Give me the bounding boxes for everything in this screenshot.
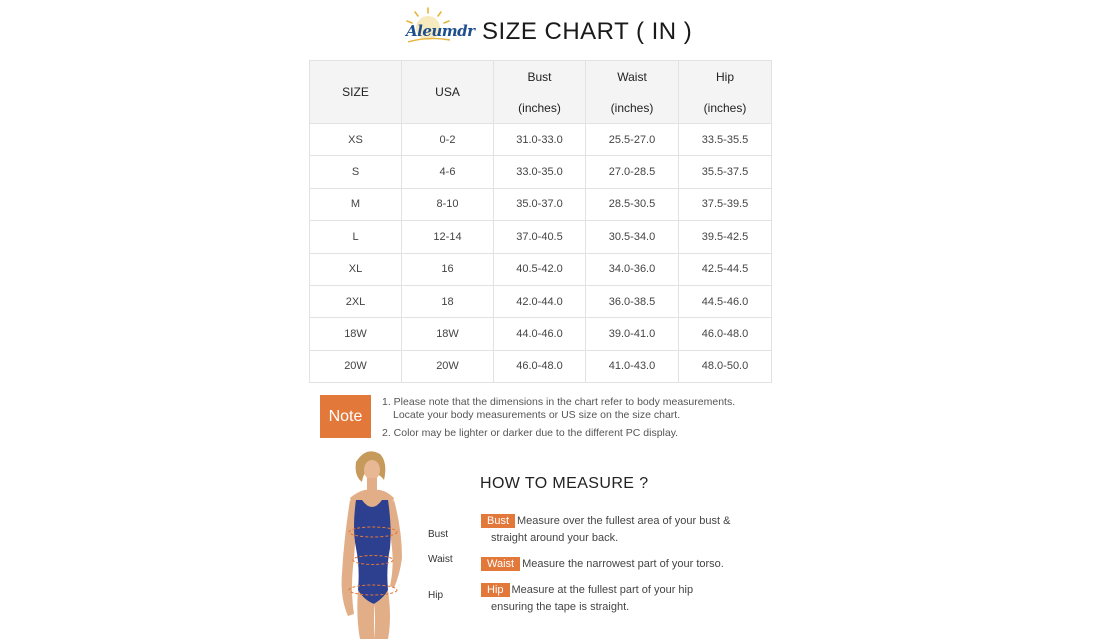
cell-bust: 46.0-48.0 — [494, 350, 586, 382]
cell-usa: 12-14 — [402, 221, 494, 253]
cell-usa: 4-6 — [402, 156, 494, 188]
cell-hip: 42.5-44.5 — [679, 253, 772, 285]
note-line-1b: Locate your body measurements or US size on the size chart. — [393, 409, 681, 421]
unit-label-hip: (inches) — [679, 92, 772, 124]
cell-hip: 35.5-37.5 — [679, 156, 772, 188]
how-to-measure-title: HOW TO MEASURE ? — [480, 475, 649, 492]
cell-waist: 34.0-36.0 — [586, 253, 679, 285]
cell-waist: 25.5-27.0 — [586, 124, 679, 156]
cell-hip: 48.0-50.0 — [679, 350, 772, 382]
measure-item-bust — [481, 513, 730, 547]
logo-text: Aleumdr — [406, 22, 475, 40]
cell-size: 20W — [310, 350, 402, 382]
cell-waist: 41.0-43.0 — [586, 350, 679, 382]
col-header-hip: Hip — [679, 61, 772, 93]
cell-waist: 39.0-41.0 — [586, 318, 679, 350]
figure-label-hip: Hip — [428, 590, 444, 601]
cell-usa: 18W — [402, 318, 494, 350]
cell-size: S — [310, 156, 402, 188]
cell-hip: 44.5-46.0 — [679, 285, 772, 317]
cell-size: XL — [310, 253, 402, 285]
measure-text-hip: Measure at the fullest part of your hip — [511, 584, 694, 596]
size-chart-table — [309, 60, 772, 383]
table-row — [310, 253, 772, 285]
table-row — [310, 318, 772, 350]
note-badge: Note — [320, 395, 371, 438]
cell-usa: 18 — [402, 285, 494, 317]
col-header-waist: Waist — [586, 61, 679, 93]
measure-text-bust-cont: straight around your back. — [491, 532, 619, 544]
cell-usa: 8-10 — [402, 188, 494, 220]
cell-hip: 37.5-39.5 — [679, 188, 772, 220]
cell-bust: 33.0-35.0 — [494, 156, 586, 188]
cell-bust: 44.0-46.0 — [494, 318, 586, 350]
cell-hip: 39.5-42.5 — [679, 221, 772, 253]
cell-usa: 16 — [402, 253, 494, 285]
cell-bust: 35.0-37.0 — [494, 188, 586, 220]
table-row — [310, 350, 772, 382]
col-header-usa: USA — [402, 61, 494, 124]
cell-size: M — [310, 188, 402, 220]
measure-text-waist: Measure the narrowest part of your torso. — [522, 558, 724, 570]
table-row — [310, 188, 772, 220]
cell-hip: 46.0-48.0 — [679, 318, 772, 350]
note-text — [382, 396, 762, 440]
cell-usa: 0-2 — [402, 124, 494, 156]
cell-hip: 33.5-35.5 — [679, 124, 772, 156]
col-header-size: SIZE — [310, 61, 402, 124]
page-title: SIZE CHART ( IN ) — [482, 18, 693, 45]
cell-waist: 27.0-28.5 — [586, 156, 679, 188]
table-row — [310, 285, 772, 317]
cell-waist: 30.5-34.0 — [586, 221, 679, 253]
measure-text-hip-cont: ensuring the tape is straight. — [491, 601, 630, 613]
cell-usa: 20W — [402, 350, 494, 382]
tag-waist: Waist — [481, 557, 520, 571]
tag-hip: Hip — [481, 583, 510, 597]
cell-bust: 31.0-33.0 — [494, 124, 586, 156]
cell-size: L — [310, 221, 402, 253]
cell-waist: 28.5-30.5 — [586, 188, 679, 220]
cell-size: 2XL — [310, 285, 402, 317]
cell-bust: 37.0-40.5 — [494, 221, 586, 253]
cell-size: 18W — [310, 318, 402, 350]
tag-bust: Bust — [481, 514, 515, 528]
measure-text-bust: Measure over the fullest area of your bust & — [517, 515, 731, 527]
table-header-row — [310, 61, 772, 93]
measure-item-hip — [481, 582, 693, 616]
header — [388, 6, 708, 54]
cell-bust: 42.0-44.0 — [494, 285, 586, 317]
unit-label-bust: (inches) — [494, 92, 586, 124]
note-line-2: 2. Color may be lighter or darker due to the different PC display. — [382, 427, 679, 439]
brand-logo — [388, 6, 475, 54]
cell-waist: 36.0-38.5 — [586, 285, 679, 317]
table-body — [310, 124, 772, 383]
note-line-1: 1. Please note that the dimensions in the chart refer to body measurements. — [382, 396, 736, 408]
col-header-bust: Bust — [494, 61, 586, 93]
unit-label-waist: (inches) — [586, 92, 679, 124]
table-row — [310, 156, 772, 188]
table-row — [310, 221, 772, 253]
cell-bust: 40.5-42.0 — [494, 253, 586, 285]
cell-size: XS — [310, 124, 402, 156]
figure-label-waist: Waist — [428, 554, 453, 565]
figure-label-bust: Bust — [428, 529, 449, 540]
measure-item-waist — [481, 556, 724, 573]
table-row — [310, 124, 772, 156]
model-illustration — [328, 448, 430, 639]
